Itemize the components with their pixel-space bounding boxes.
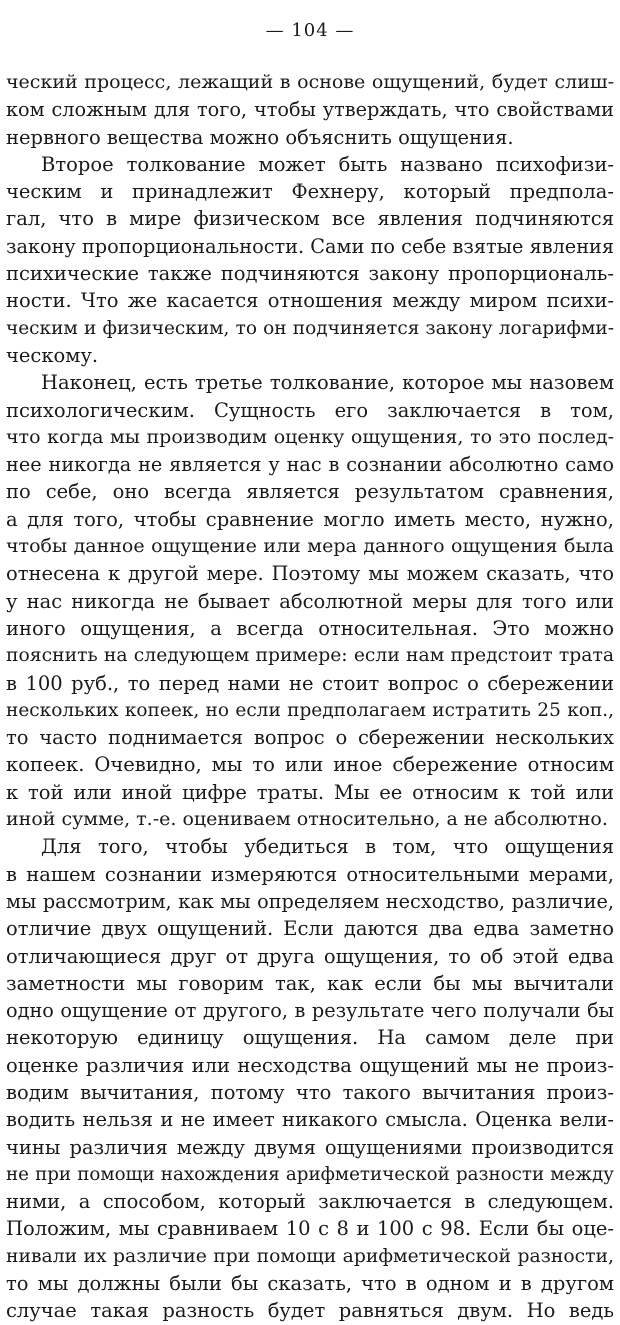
text-line: иного ощущения, а всегда относительная. Это можно (6, 616, 614, 640)
text-line: нивали их различие при помощи арифметической разности, (6, 1245, 614, 1267)
text-line: чины различия между двумя ощущениями производится (6, 1135, 614, 1159)
text-line: нее никогда не является у нас в сознании абсолютно само (6, 453, 614, 477)
text-line: ческий процесс, лежащий в основе ощущений, будет слиш- (6, 71, 614, 93)
text-line: ком сложным для того, чтобы утверждать, что свойствами (6, 98, 614, 122)
text-line: то мы должны были бы сказать, что в одном и в другом (6, 1272, 614, 1296)
text-line: нескольких копеек, но если предполагаем истратить 25 коп., (6, 699, 614, 721)
text-line: закону пропорциональности. Сами по себе взятые явления (6, 234, 614, 258)
page-text (6, 69, 614, 1325)
text-line: Для того, чтобы убедиться в том, что ощущения (41, 835, 614, 859)
text-line: гал, что в мире физическом все явления подчиняются (6, 207, 614, 231)
text-line: а для того, чтобы сравнение могло иметь место, нужно, (6, 507, 614, 531)
text-line: Положим, мы сравниваем 10 с 8 и 100 с 98. Если бы оце- (6, 1217, 614, 1241)
text-line: психические также подчиняются закону пропорциональ- (6, 262, 614, 286)
text-line: Второе толкование может быть названо психофизи- (41, 152, 614, 176)
text-line: водить нельзя и не имеет никакого смысла. Оценка вели- (6, 1108, 614, 1132)
text-line: что когда мы производим оценку ощущения, то это послед- (6, 425, 614, 448)
text-line: отнесена к другой мере. Поэтому мы можем сказать, что (6, 562, 614, 586)
page-number: — 104 — (265, 20, 355, 41)
text-line: в 100 руб., то перед нами не стоит вопрос о сбережении (6, 671, 614, 695)
text-line: не при помощи нахождения арифметической разности между (6, 1163, 614, 1185)
text-line: копеек. Очевидно, мы то или иное сбережение относим (6, 753, 614, 777)
text-line: по себе, оно всегда является результатом сравнения, (6, 480, 614, 504)
text-line: чтобы данное ощущение или мера данного ощущения была (6, 535, 614, 558)
text-line: некоторую единицу ощущения. На самом деле при (6, 1026, 614, 1050)
text-line: иной сумме, т.-е. оцениваем относительно, а не абсолютно. (6, 808, 608, 831)
text-line: психологическим. Сущность его заключается в том, (6, 398, 614, 422)
text-line: оценке различия или несходства ощущений мы не произ- (6, 1053, 614, 1077)
text-line: ности. Что же касается отношения между миром психи- (6, 289, 614, 313)
text-line: отличающиеся друг от друга ощущения, то об этой едва (6, 944, 614, 968)
text-line: мы рассмотрим, как мы определяем несходство, различие, (6, 889, 614, 913)
text-line: водим вычитания, потому что такого вычитания произ- (6, 1080, 614, 1104)
text-line: у нас никогда не бывает абсолютной меры для того или (6, 589, 614, 613)
text-line: заметности мы говорим так, как если бы мы вычитали (6, 971, 614, 995)
text-line: то часто поднимается вопрос о сбережении нескольких (6, 726, 614, 750)
text-line: Наконец, есть третье толкование, которое мы назовем (41, 371, 614, 395)
text-line: ними, а способом, который заключается в следующем. (6, 1190, 614, 1214)
text-line: одно ощущение от другого, в результате чего получали бы (6, 999, 614, 1023)
text-line: ческому. (6, 343, 99, 367)
text-line: случае такая разность будет равняться двум. Но ведь (6, 1299, 614, 1323)
text-line: пояснить на следующем примере: если нам предстоит трата (6, 645, 614, 667)
text-line: отличие двух ощущений. Если даются два едва заметно (6, 917, 614, 941)
text-line: ческим и принадлежит Фехнеру, который предпола- (6, 180, 614, 204)
text-line: ческим и физическим, то он подчиняется закону логарифми- (6, 317, 614, 339)
text-line: к той или иной цифре траты. Мы ее относим к той или (6, 780, 614, 804)
text-line: нервного вещества можно объяснить ощущения. (6, 125, 514, 149)
text-line: в нашем сознании измеряются относительными мерами, (6, 862, 614, 886)
